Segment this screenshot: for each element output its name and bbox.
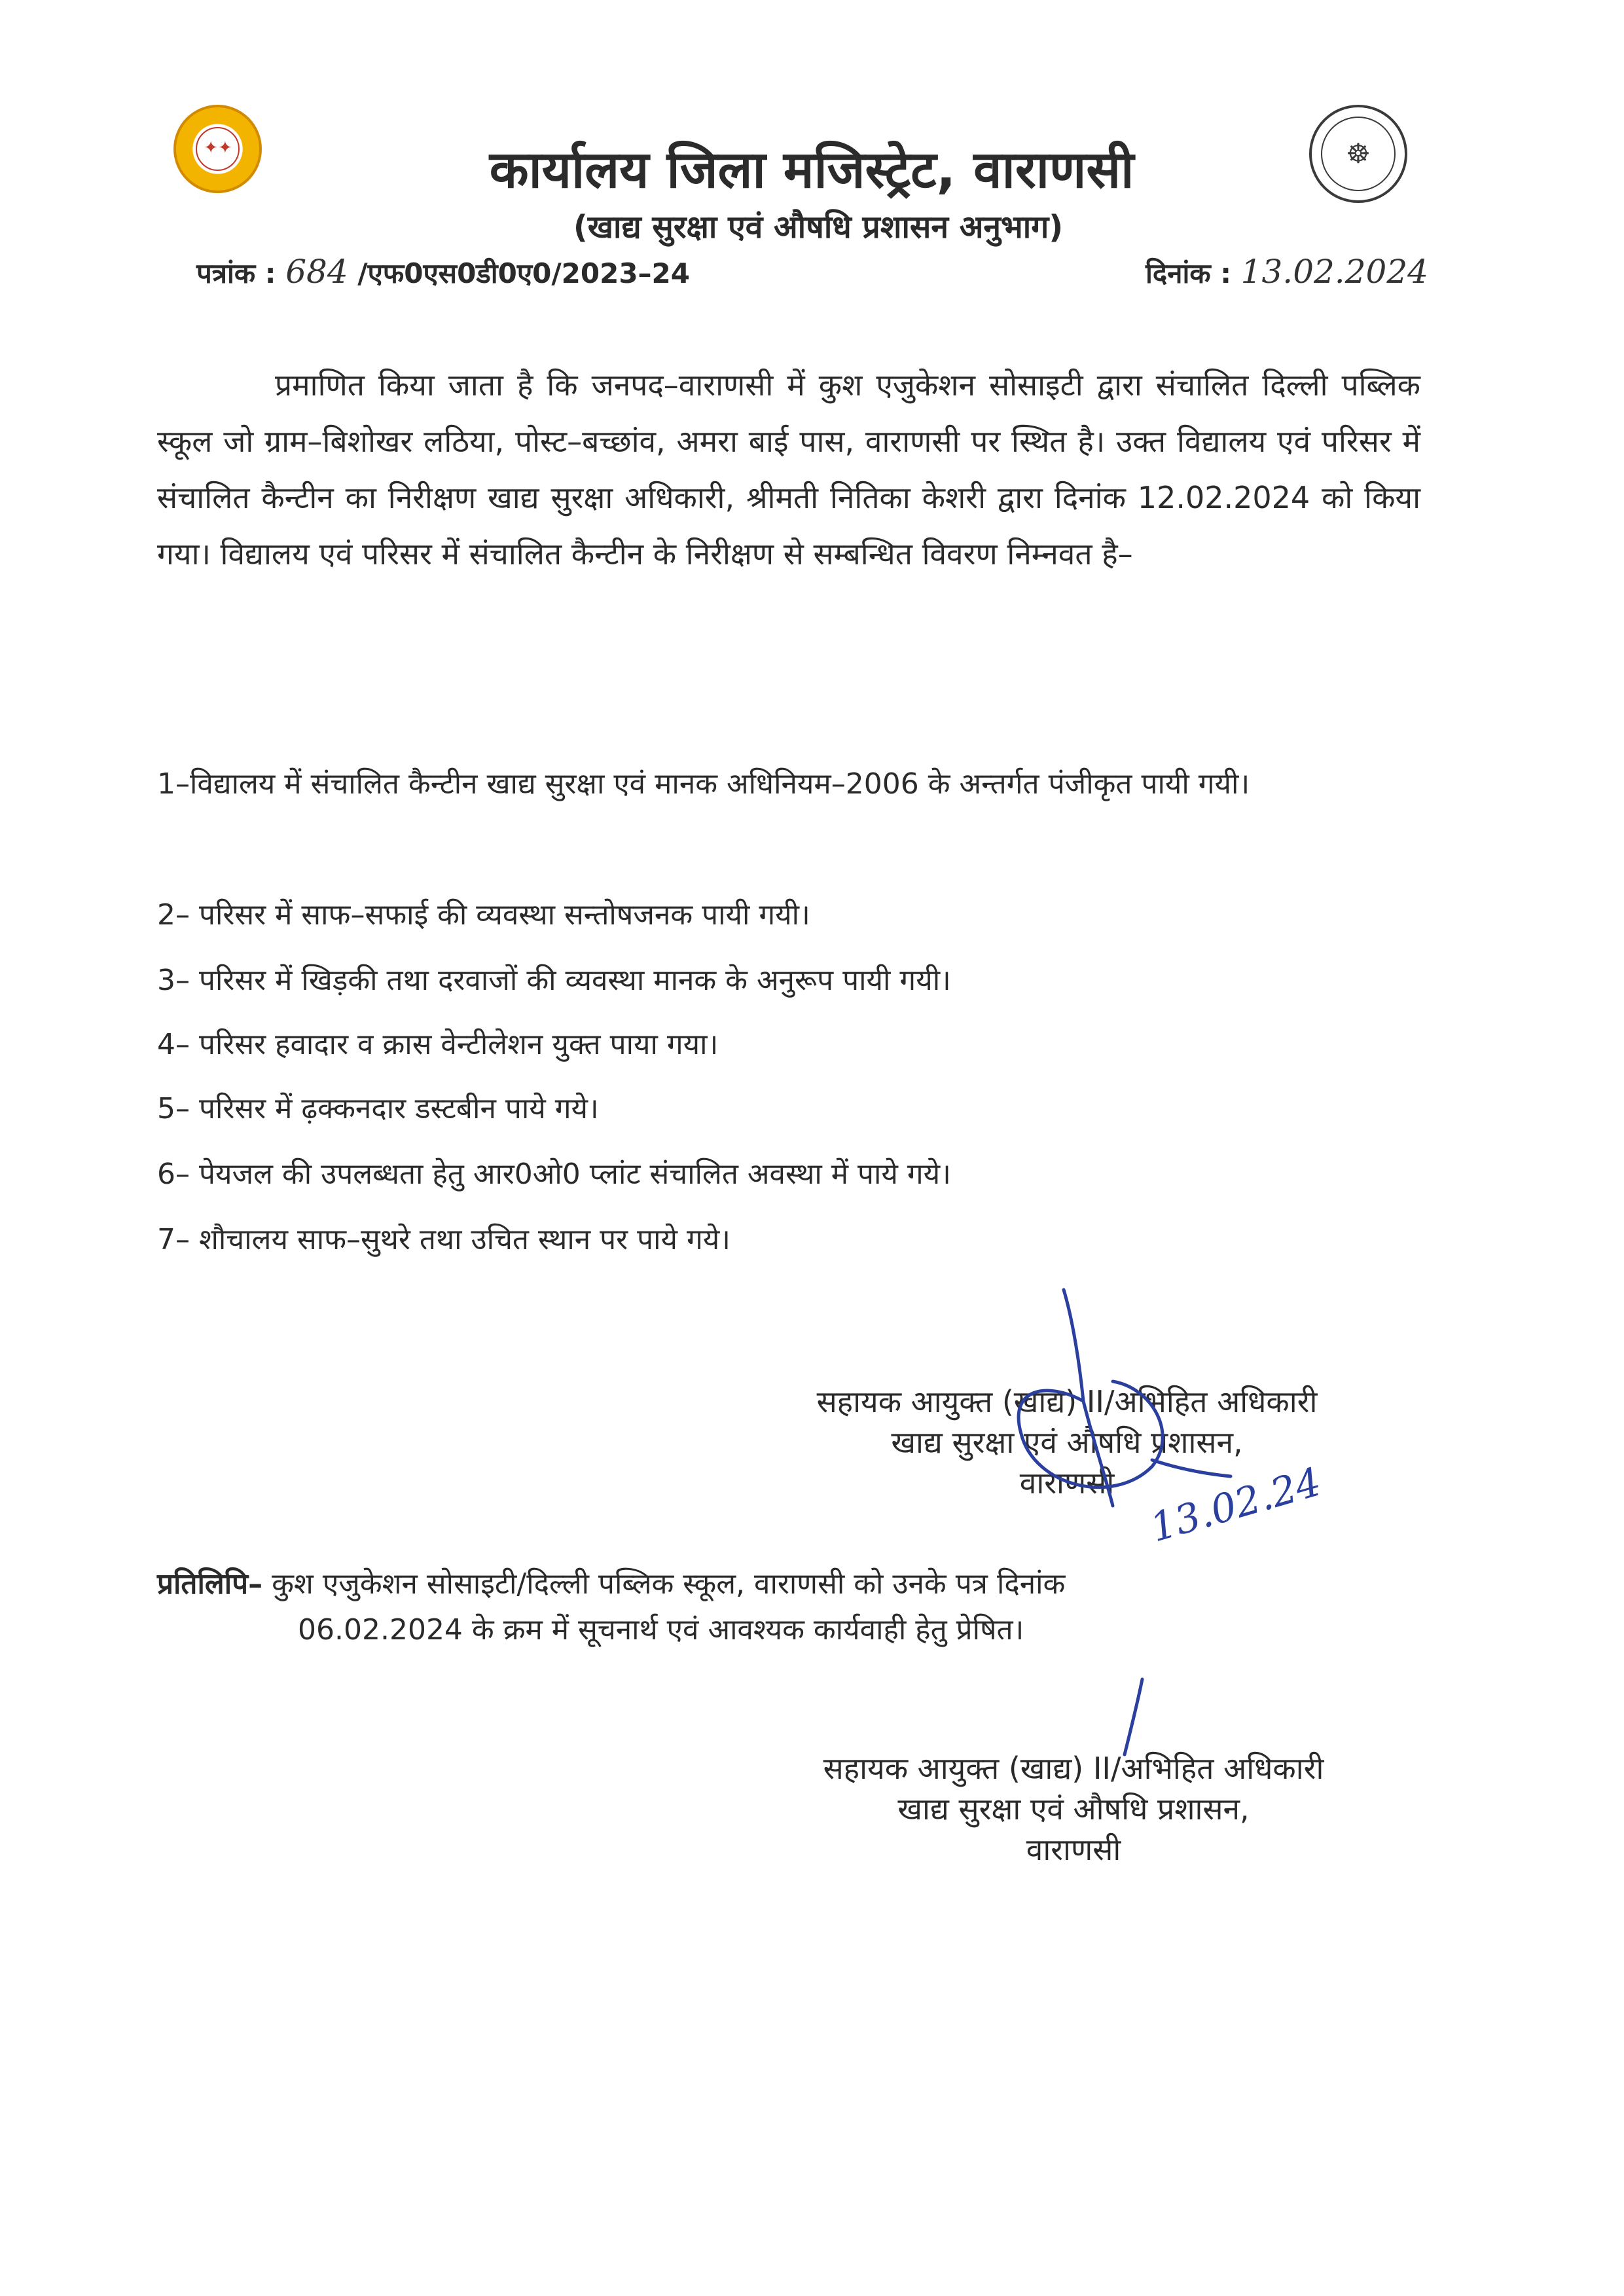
signatory-department: खाद्य सुरक्षा एवं औषधि प्रशासन, [891, 1425, 1243, 1460]
copy-to-line-1: कुश एजुकेशन सोसाइटी/दिल्ली पब्लिक स्कूल, वाराणसी को उनके पत्र दिनांक [272, 1567, 1066, 1601]
finding-item: 3– परिसर में खिड़की तथा दरवाजों की व्यवस्था मानक के अनुरूप पायी गयी। [157, 964, 951, 997]
copy-to-line-2: 06.02.2024 के क्रम में सूचनार्थ एवं आवश्यक कार्यवाही हेतु प्रेषित। [298, 1613, 1024, 1647]
finding-item: 5– परिसर में ढ़क्कनदार डस्टबीन पाये गये। [157, 1092, 599, 1125]
signature-1-tail [1152, 1460, 1231, 1476]
date-handwritten: 13.02.2024 [1240, 253, 1428, 291]
ref-label: पत्रांक : [196, 257, 276, 289]
finding-item: 7– शौचालय साफ–सुथरे तथा उचित स्थान पर पाये गये। [157, 1223, 731, 1256]
logo-figures-glyph: ✦✦ [204, 138, 232, 158]
finding-item: 6– पेयजल की उपलब्धता हेतु आर0ओ0 प्लांट संचालित अवस्था में पाये गये। [157, 1157, 951, 1191]
intro-paragraph: प्रमाणित किया जाता है कि जनपद–वाराणसी में कुश एजुकेशन सोसाइटी द्वारा संचालित दिल्ली पब्लिक स्कूल जो ग्राम–बिशोखर लठिया, पोस्ट–बच्छांव, अमरा बाई पास, वाराणसी पर स्थित है। उक्त विद्यालय एवं परिसर में संचालित कैन्टीन का निरीक्षण खाद्य सुरक्षा अधिकारी, श्रीमती नितिका केशरी द्वारा दिनांक 12.02.2024 को किया गया। विद्यालय एवं परिसर में संचालित कैन्टीन के निरीक्षण से सम्बन्धित विवरण निम्नवत है– [157, 367, 1420, 572]
signatory-designation: सहायक आयुक्त (खाद्य) II/अभिहित अधिकारी [823, 1751, 1324, 1786]
signatory-city: वाराणसी [1019, 1465, 1115, 1501]
signature-handwritten-date: 13.02.24 [1145, 1459, 1326, 1552]
department-subtitle: (खाद्य सुरक्षा एवं औषधि प्रशासन अनुभाग) [573, 209, 1064, 246]
finding-item: 2– परिसर में साफ–सफाई की व्यवस्था सन्तोषजनक पायी गयी। [157, 898, 810, 932]
copy-to-label: प्रतिलिपि– [157, 1567, 263, 1601]
signature-2-stroke [1125, 1679, 1142, 1755]
emblem-glyph: ☸ [1346, 137, 1371, 170]
office-title: कार्यालय जिला मजिस्ट्रेट, वाराणसी [489, 141, 1134, 200]
finding-item: 4– परिसर हवादार व क्रास वेन्टीलेशन युक्त पाया गया। [157, 1028, 719, 1061]
signatory-city: वाराणसी [1026, 1832, 1121, 1867]
date-label: दिनांक : [1146, 257, 1232, 289]
signatory-department: खाद्य सुरक्षा एवं औषधि प्रशासन, [897, 1791, 1250, 1827]
signatory-designation: सहायक आयुक्त (खाद्य) II/अभिहित अधिकारी [816, 1384, 1318, 1419]
signature-1-stroke [1019, 1290, 1163, 1506]
finding-item: 1–विद्यालय में संचालित कैन्टीन खाद्य सुरक्षा एवं मानक अधिनियम–2006 के अन्तर्गत पंजीकृत पायी गयी। [157, 767, 1250, 801]
ref-number-handwritten: 684 [285, 253, 348, 291]
ref-suffix: /एफ0एस0डी0ए0/2023–24 [357, 257, 690, 289]
